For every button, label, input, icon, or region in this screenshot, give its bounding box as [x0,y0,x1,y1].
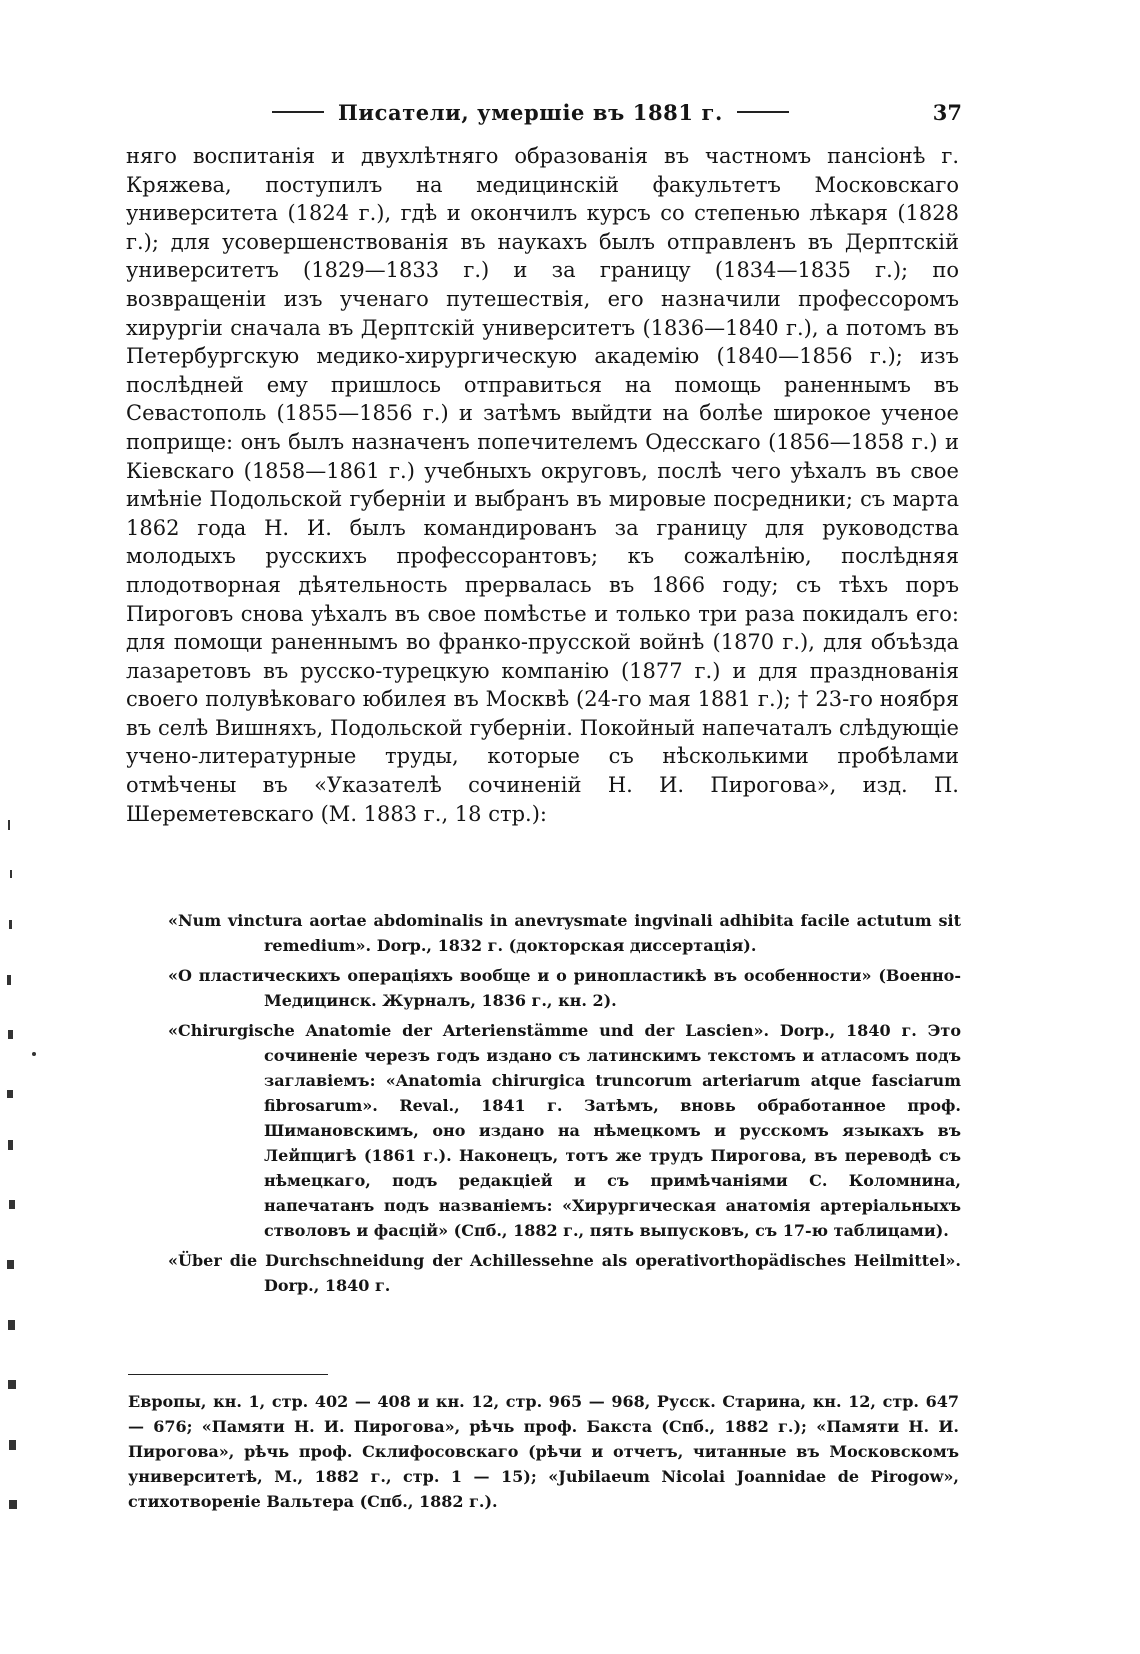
scan-speck [10,870,12,878]
page-number: 37 [932,99,962,125]
scan-speck [8,1320,15,1330]
scan-speck [9,1500,17,1509]
scan-speck [9,1440,16,1450]
main-body-paragraph: няго воспитанія и двухлѣтняго образованія въ частномъ пансіонѣ г. Кряжева, поступилъ на медицинскій факультетъ Московскаго университета (1824 г.), гдѣ и окончилъ курсъ со степенью лѣкаря (1828 г.); для усовершенствованія въ наукахъ былъ отправленъ въ Дерптскій университетъ (1829—1833 г.) и за границу (1834—1835 г.); по возвращеніи изъ ученаго путешествія, его назначили профессоромъ хирургіи сначала въ Дерптскій университетъ (1836—1840 г.), а потомъ въ Петербургскую медико-хирургическую академію (1840—1856 г.); изъ послѣдней ему пришлось отправиться на помощь раненнымъ въ Севастополь (1855—1856 г.) и затѣмъ выйдти на болѣе широкое ученое поприще: онъ былъ назначенъ попечителемъ Одесскаго (1856—1858 г.) и Кіевскаго (1858—1861 г.) учебныхъ округовъ, послѣ чего уѣхалъ въ свое имѣніе Подольской губерніи и выбранъ въ мировые посредники; съ марта 1862 года Н. И. былъ командированъ за границу для руководства молодыхъ русскихъ профессорантовъ; къ сожалѣнію, послѣдняя плодотворная дѣятельность прервалась въ 1866 году; съ тѣхъ поръ Пироговъ снова уѣхалъ въ свое помѣстье и только три раза покидалъ его: для помощи раненнымъ во франко-прусской войнѣ (1870 г.), для объѣзда лазаретовъ въ русско-турецкую компанію (1877 г.) и для празднованія своего полувѣковаго юбилея въ Москвѣ (24-го мая 1881 г.); † 23-го ноября въ селѣ Вишняхъ, Подольской губерніи. Покойный напечаталъ слѣдующіе учено-литературные труды, которые съ нѣсколькими пробѣлами отмѣчены въ «Указателѣ сочиненій Н. И. Пирогова», изд. П. Шереметевскаго (М. 1883 г., 18 стр.): [126,144,959,826]
scan-margin-artifacts [0,800,60,1540]
scan-speck [32,1052,36,1056]
bibliography-item: «Chirurgische Anatomie der Arterienstämme und der Lascien». Dorp., 1840 г. Это сочиненіе черезъ годъ издано съ латинскимъ текстомъ и атласомъ подъ заглавіемъ: «Anatomia chirurgica truncorum arteriarum atque fasciarum fibrosarum». Reval., 1841 г. Затѣмъ, вновь обработанное проф. Шимановскимъ, оно издано на нѣмецкомъ и русскомъ языкахъ въ Лейпцигѣ (1861 г.). Наконецъ, тотъ же трудъ Пирогова, въ переводѣ съ нѣмецкаго, подъ редакціей и съ примѣчаніями С. Коломнина, напечатанъ подъ названіемъ: «Хирургическая анатомія артеріальныхъ стволовъ и фасцій» (Спб., 1882 г., пять выпусковъ, съ 17-ю таблицами). [168,1021,961,1240]
scan-speck [9,920,12,929]
scan-speck [8,1140,13,1150]
running-head-title: Писатели, умершіе въ 1881 г. [338,99,723,125]
footnote-separator [128,1374,328,1375]
scan-speck [8,1030,13,1039]
bibliography-item: «Num vinctura aortae abdominalis in anevrysmate ingvinali adhibita facile actutum sit remedium». Dorp., 1832 г. (докторская диссертація). [168,911,961,955]
scan-speck [8,1380,16,1389]
footnote-text: Европы, кн. 1, стр. 402 — 408 и кн. 12, стр. 965 — 968, Русск. Старина, кн. 12, стр. 647 — 676; «Памяти Н. И. Пирогова», рѣчь проф. Бакста (Спб., 1882 г.); «Памяти Н. И. Пирогова», рѣчь проф. Склифосовскаго (рѣчи и отчетъ, читанные въ Московскомъ университетѣ, М., 1882 г., стр. 1 — 15); «Jubilaeum Nicolai Joannidae de Pirogow», стихотвореніе Вальтера (Спб., 1882 г.). [128,1392,959,1511]
bibliography-item: «О пластическихъ операціяхъ вообще и о ринопластикѣ въ особенности» (Военно-Медицинск. Журналъ, 1836 г., кн. 2). [168,966,961,1010]
running-head [272,96,962,128]
scan-speck [9,1200,15,1209]
running-head-left-rule [272,111,324,113]
bibliography-list [168,908,961,1303]
scan-speck [7,1260,14,1269]
scan-speck [7,975,11,985]
running-head-right-rule [737,111,789,113]
scan-speck [7,1090,13,1098]
scan-speck [8,820,10,830]
bibliography-item: «Über die Durchschneidung der Achillessehne als operativorthopädisches Heilmittel». Dorp., 1840 г. [168,1251,961,1295]
running-head-title-group [272,100,789,125]
